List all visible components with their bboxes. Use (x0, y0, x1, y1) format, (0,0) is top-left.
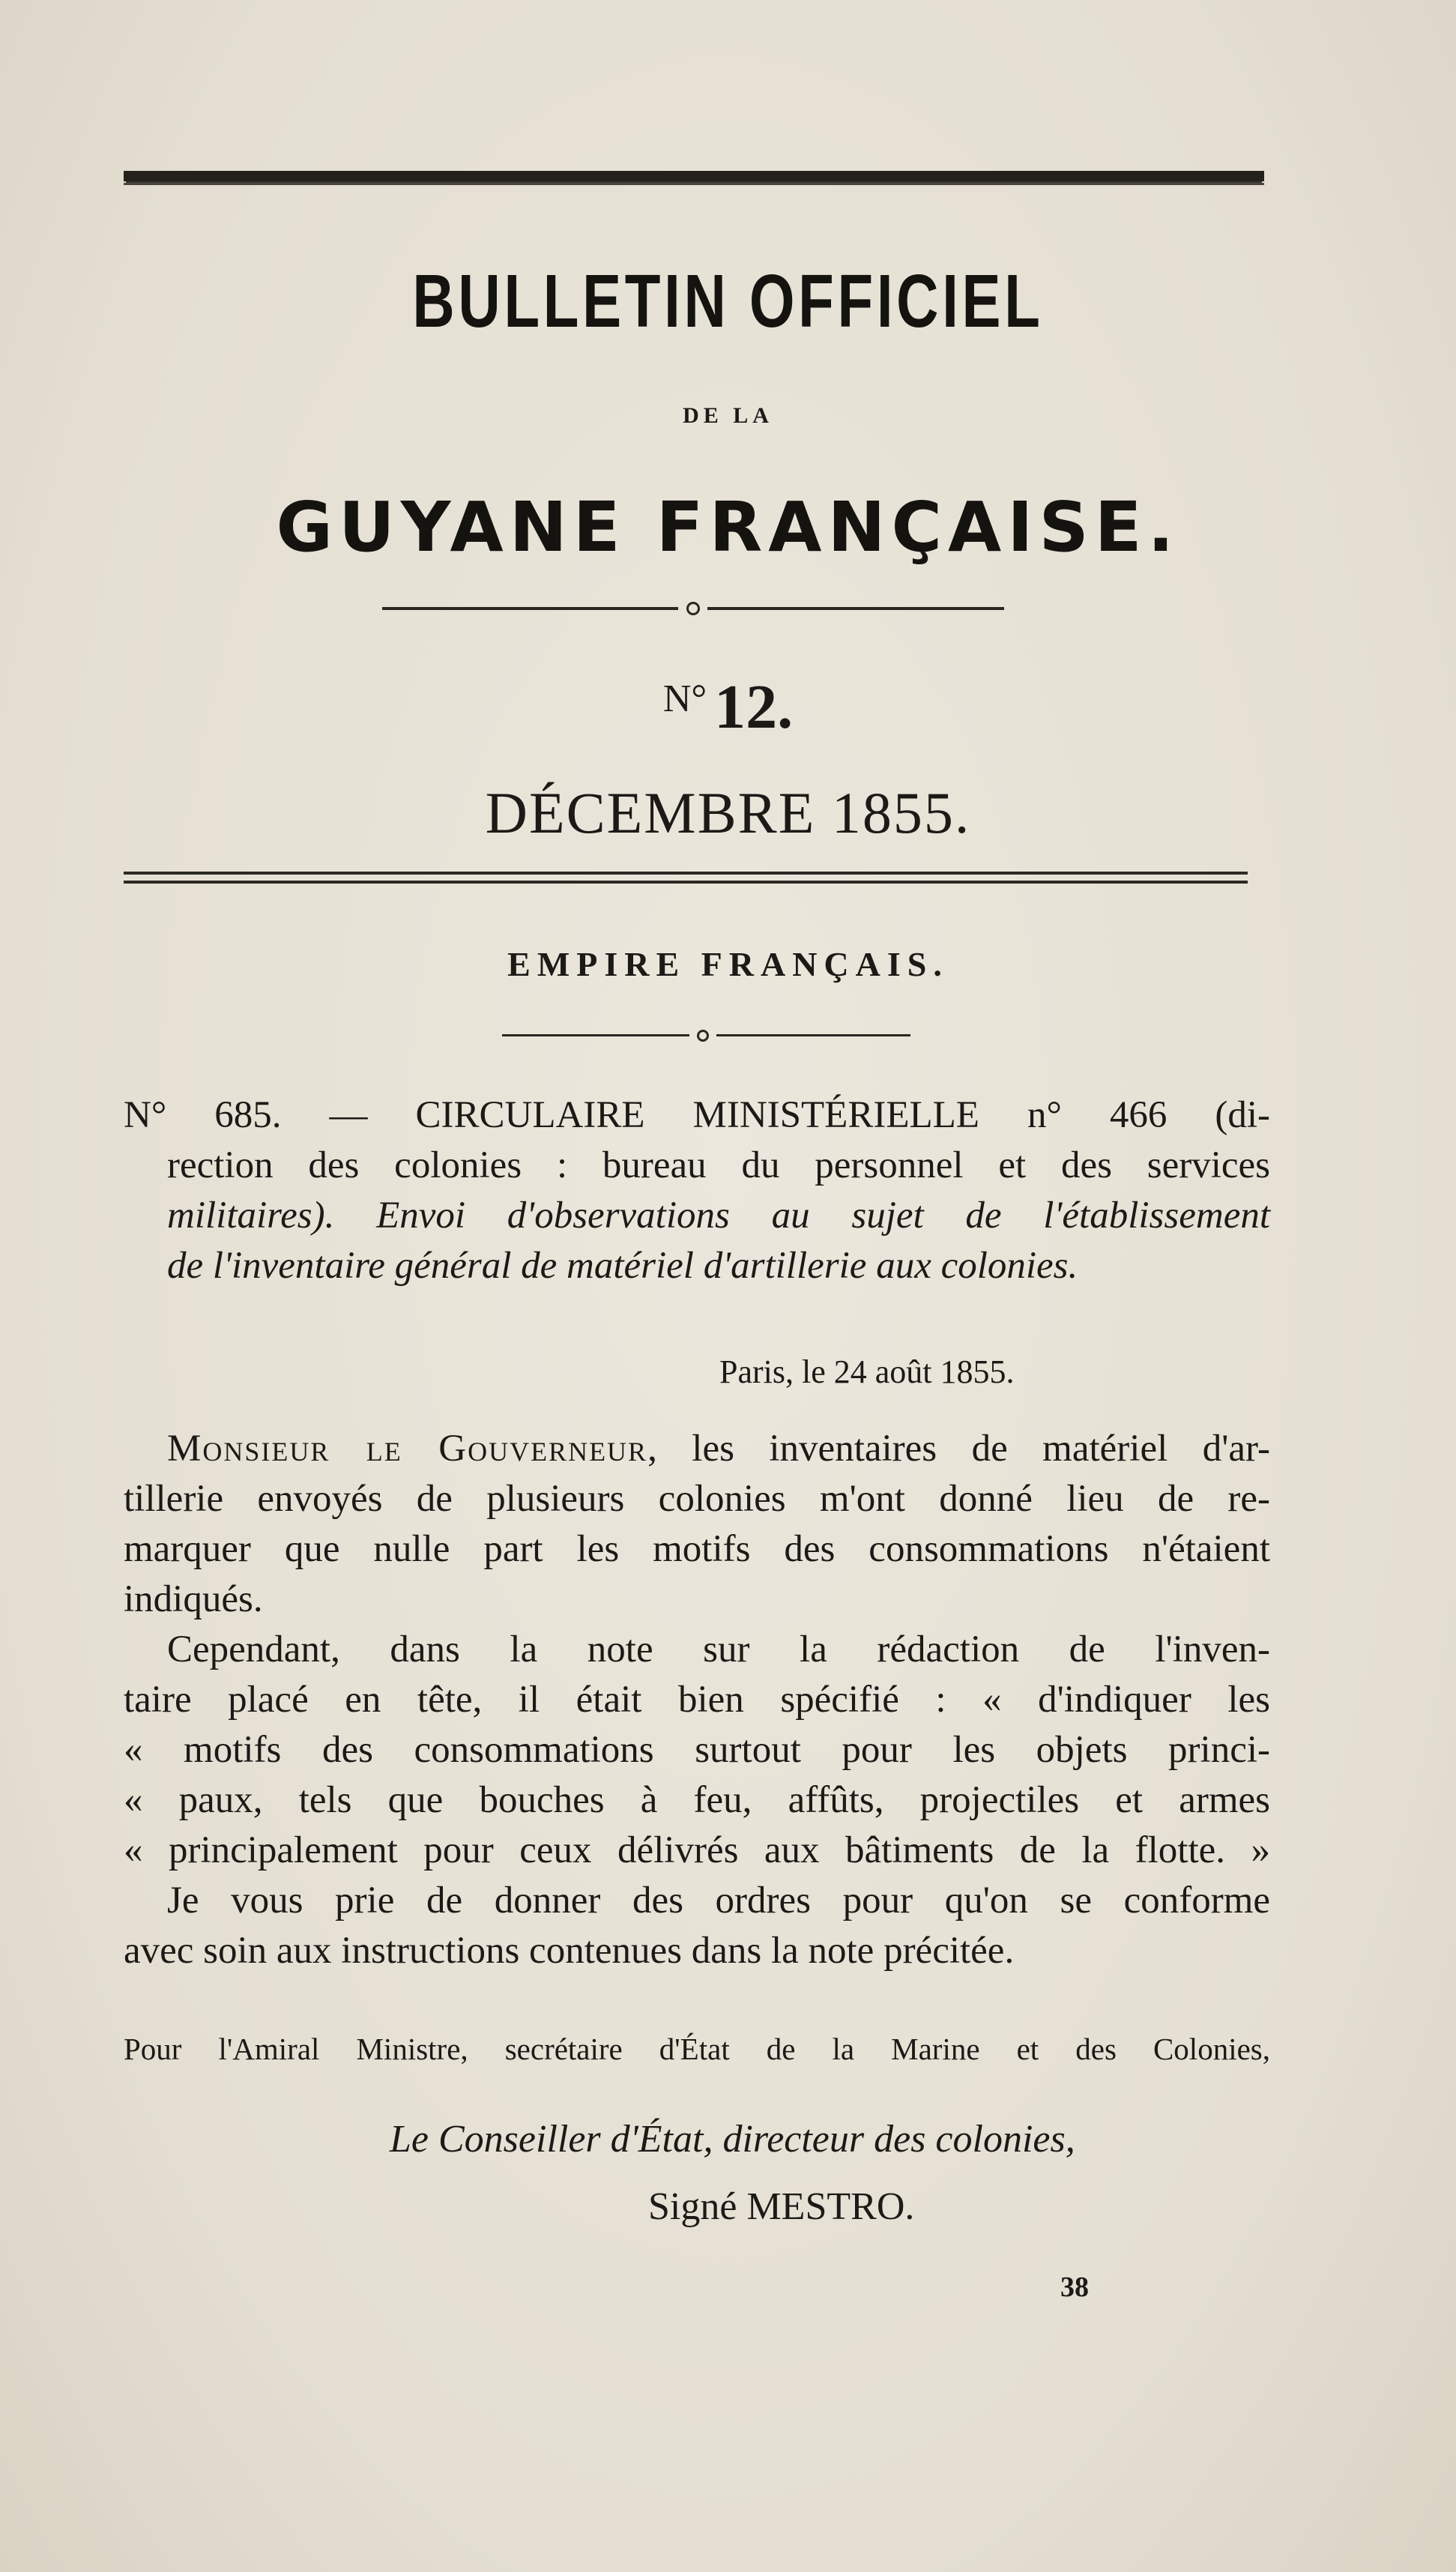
paragraph-2 (124, 1625, 1270, 1876)
signature: Signé MESTRO. (648, 2185, 915, 2228)
issue-date: DÉCEMBRE 1855. (485, 780, 971, 845)
paragraph-2-line-3: « motifs des consommations surtout pour les objets princi- (124, 1729, 1270, 1771)
paragraph-1 (124, 1424, 1270, 1625)
paragraph-2-line-5: « principalement pour ceux délivrés aux bâtiments de la flotte. » (124, 1829, 1270, 1871)
masthead-territory: GUYANE FRANÇAISE. (276, 487, 1180, 567)
issue-number-value: 12. (714, 672, 794, 742)
paragraph-2-line-1: Cependant, dans la note sur la rédaction de l'inven- (167, 1628, 1270, 1670)
issue-number-prefix: N° (662, 677, 707, 720)
paragraph-1-line-1: Monsieur le Gouverneur, les inventaires de matériel d'ar- (167, 1428, 1270, 1470)
heading-line-2: rection des colonies : bureau du personnel et des services (167, 1144, 1270, 1186)
dateline: Paris, le 24 août 1855. (719, 1353, 1015, 1390)
ornament-divider-1 (382, 600, 1004, 618)
pour-line: Pour l'Amiral Ministre, secrétaire d'État de la Marine et des Colonies, (124, 2032, 1270, 2066)
masthead-de-la: DE LA (683, 403, 773, 428)
paragraph-1-line-2: tillerie envoyés de plusieurs colonies m'ont donné lieu de re- (124, 1478, 1270, 1520)
paragraph-2-line-2: taire placé en tête, il était bien spécifié : « d'indiquer les (124, 1679, 1270, 1721)
paragraph-3-line-2: avec soin aux instructions contenues dans la note précitée. (124, 1930, 1015, 1972)
heading-line-1: N° 685. — CIRCULAIRE MINISTÉRIELLE n° 466 (di- (124, 1094, 1270, 1136)
double-rule (124, 872, 1248, 884)
paragraph-1-line-3: marquer que nulle part les motifs des consommations n'étaient (124, 1528, 1270, 1570)
salutation: Monsieur le Gouverneur (167, 1428, 648, 1470)
paragraph-3 (124, 1876, 1270, 1976)
paragraph-2-line-4: « paux, tels que bouches à feu, affûts, projectiles et armes (124, 1779, 1270, 1821)
document-heading (124, 1090, 1270, 1291)
top-rule (124, 171, 1264, 181)
ornament-divider-2 (502, 1027, 910, 1045)
paragraph-1-line-4: indiqués. (124, 1578, 263, 1620)
section-title: EMPIRE FRANÇAIS. (507, 945, 949, 983)
issue-number (0, 671, 1456, 743)
signatory-title: Le Conseiller d'État, directeur des colonies, (390, 2118, 1075, 2161)
heading-line-4: de l'inventaire général de matériel d'artillerie aux colonies. (167, 1245, 1078, 1287)
masthead-title: BULLETIN OFFICIEL (412, 259, 1044, 343)
paragraph-3-line-1: Je vous prie de donner des ordres pour qu'on se conforme (167, 1880, 1270, 1922)
page-number: 38 (1060, 2271, 1089, 2303)
heading-line-3: militaires). Envoi d'observations au sujet de l'établissement (167, 1195, 1270, 1237)
